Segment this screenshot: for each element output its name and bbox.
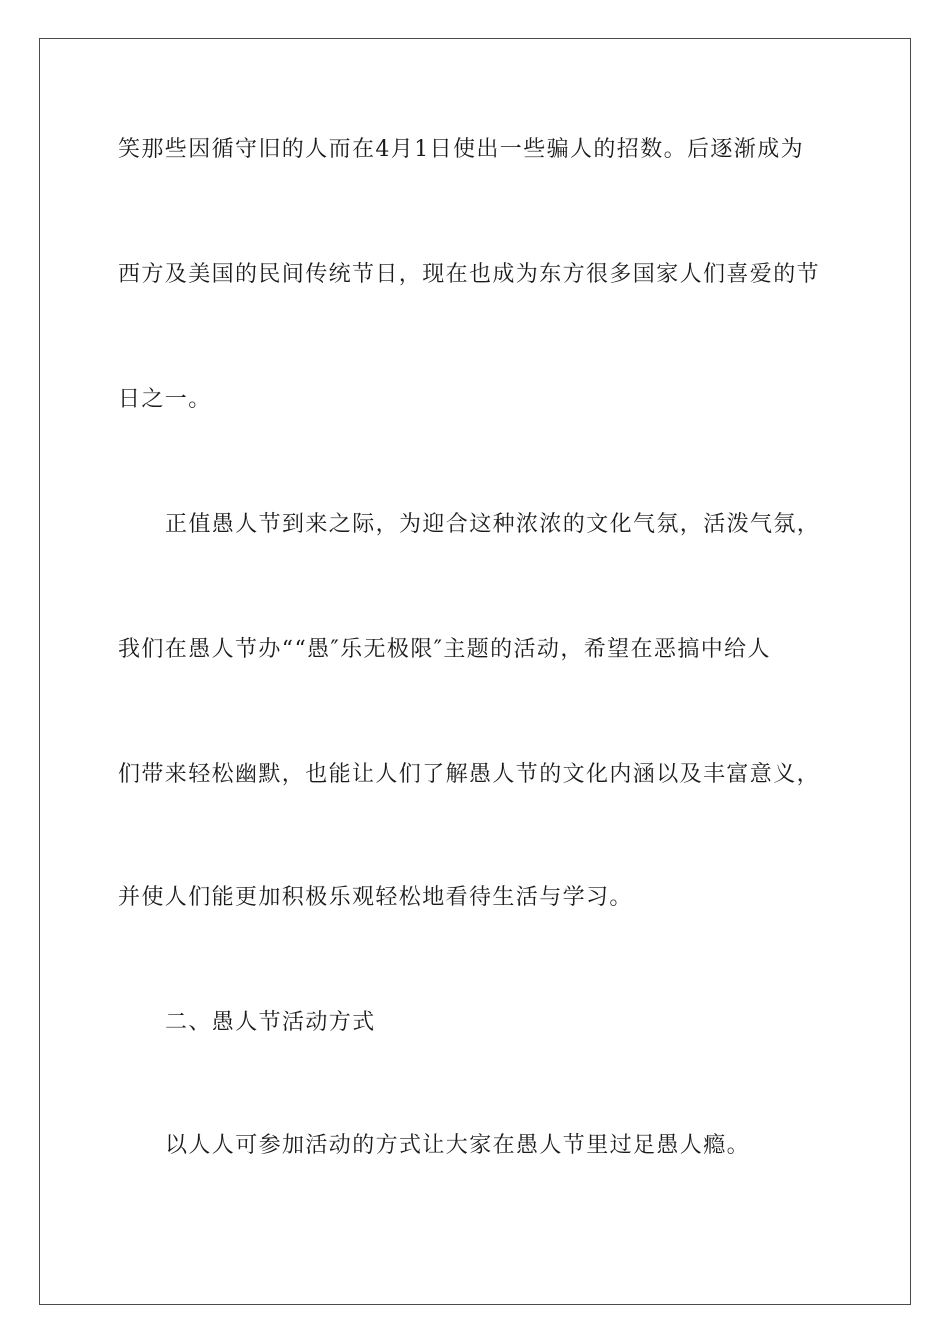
page-frame [39, 38, 911, 1305]
paragraph-line-5: 我们在愚人节办““愚″乐无极限″主题的活动，希望在恶搞中给人 [118, 637, 771, 662]
paragraph-line-6: 们带来轻松幽默，也能让人们了解愚人节的文化内涵以及丰富意义， [118, 762, 821, 787]
paragraph-line-4: 正值愚人节到来之际，为迎合这种浓浓的文化气氛，活泼气氛， [165, 512, 821, 537]
paragraph-line-3: 日之一。 [118, 387, 212, 412]
section-heading: 二、愚人节活动方式 [165, 1010, 376, 1035]
paragraph-line-2: 西方及美国的民间传统节日，现在也成为东方很多国家人们喜爱的节 [118, 262, 821, 287]
paragraph-line-9: 以人人可参加活动的方式让大家在愚人节里过足愚人瘾。 [165, 1133, 751, 1158]
paragraph-line-1: 笑那些因循守旧的人而在4月1日使出一些骗人的招数。后逐渐成为 [118, 137, 804, 162]
paragraph-line-7: 并使人们能更加积极乐观轻松地看待生活与学习。 [118, 885, 633, 910]
